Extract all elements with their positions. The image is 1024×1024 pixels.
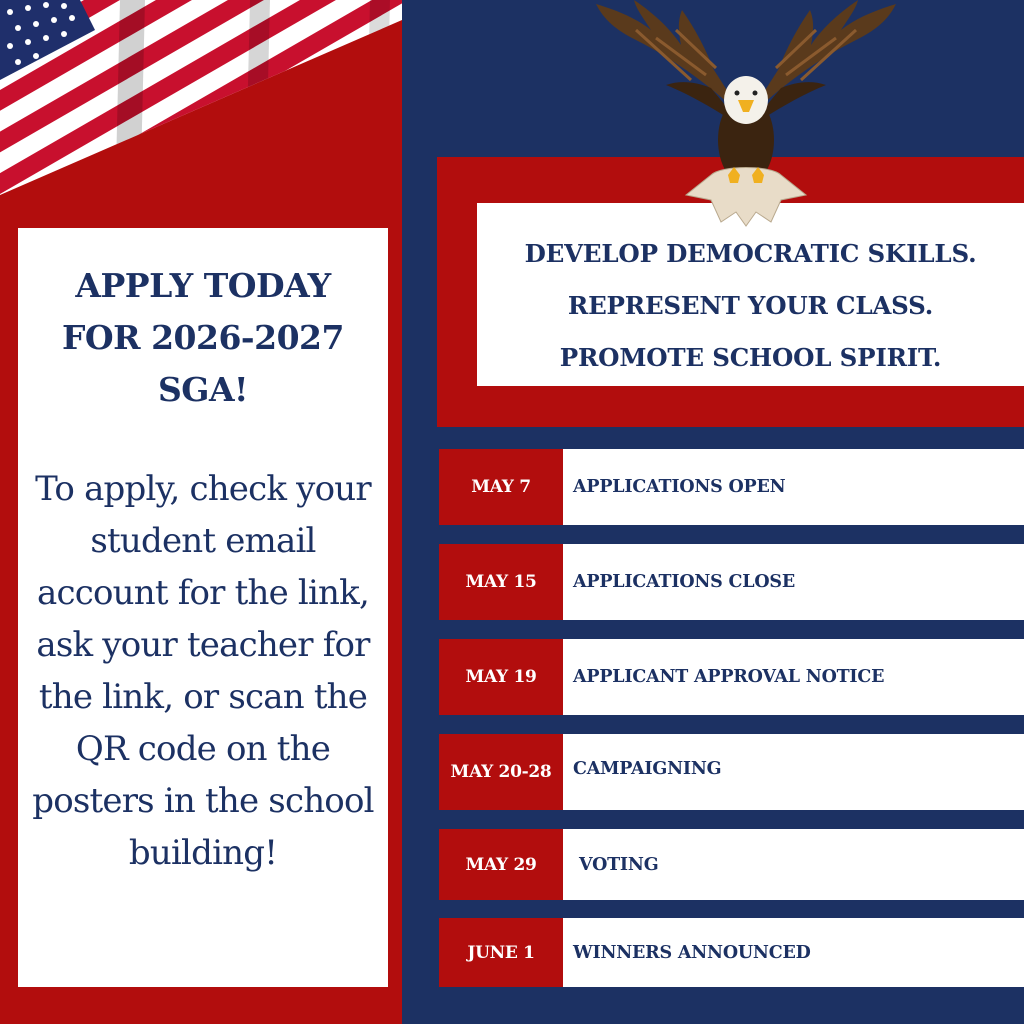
apply-instructions: To apply, check your student email account for the link, ask your teacher for the link, or scan the QR code on the posters in the school building! — [32, 469, 374, 873]
timeline-date: MAY 29 — [439, 829, 563, 900]
timeline-event: APPLICATIONS CLOSE — [573, 572, 795, 592]
left-panel — [0, 0, 402, 1024]
timeline-row — [439, 734, 1024, 810]
timeline-row — [439, 829, 1024, 900]
timeline-date: MAY 20-28 — [439, 734, 563, 810]
apply-card — [18, 228, 388, 987]
american-flag-icon — [0, 0, 402, 210]
banner-line-1: DEVELOP DEMOCRATIC SKILLS. — [524, 239, 977, 268]
apply-heading: APPLY TODAY FOR 2026-2027 SGA! — [62, 266, 344, 409]
timeline-event: WINNERS ANNOUNCED — [573, 942, 811, 963]
bald-eagle-icon — [596, 0, 896, 228]
timeline-date: MAY 19 — [439, 639, 563, 715]
timeline-row — [439, 918, 1024, 987]
timeline-date: MAY 7 — [439, 449, 563, 525]
timeline-event: VOTING — [579, 854, 659, 875]
timeline-row — [439, 639, 1024, 715]
timeline-event: CAMPAIGNING — [573, 759, 722, 779]
mission-banner — [477, 203, 1024, 386]
timeline-row — [439, 544, 1024, 620]
timeline-row — [439, 449, 1024, 525]
timeline-event: APPLICANT APPROVAL NOTICE — [573, 667, 885, 687]
timeline-event: APPLICATIONS OPEN — [573, 477, 786, 497]
timeline-date: MAY 15 — [439, 544, 563, 620]
banner-line-3: PROMOTE SCHOOL SPIRIT. — [559, 343, 942, 372]
timeline-date: JUNE 1 — [439, 918, 563, 987]
banner-line-2: REPRESENT YOUR CLASS. — [567, 291, 934, 320]
